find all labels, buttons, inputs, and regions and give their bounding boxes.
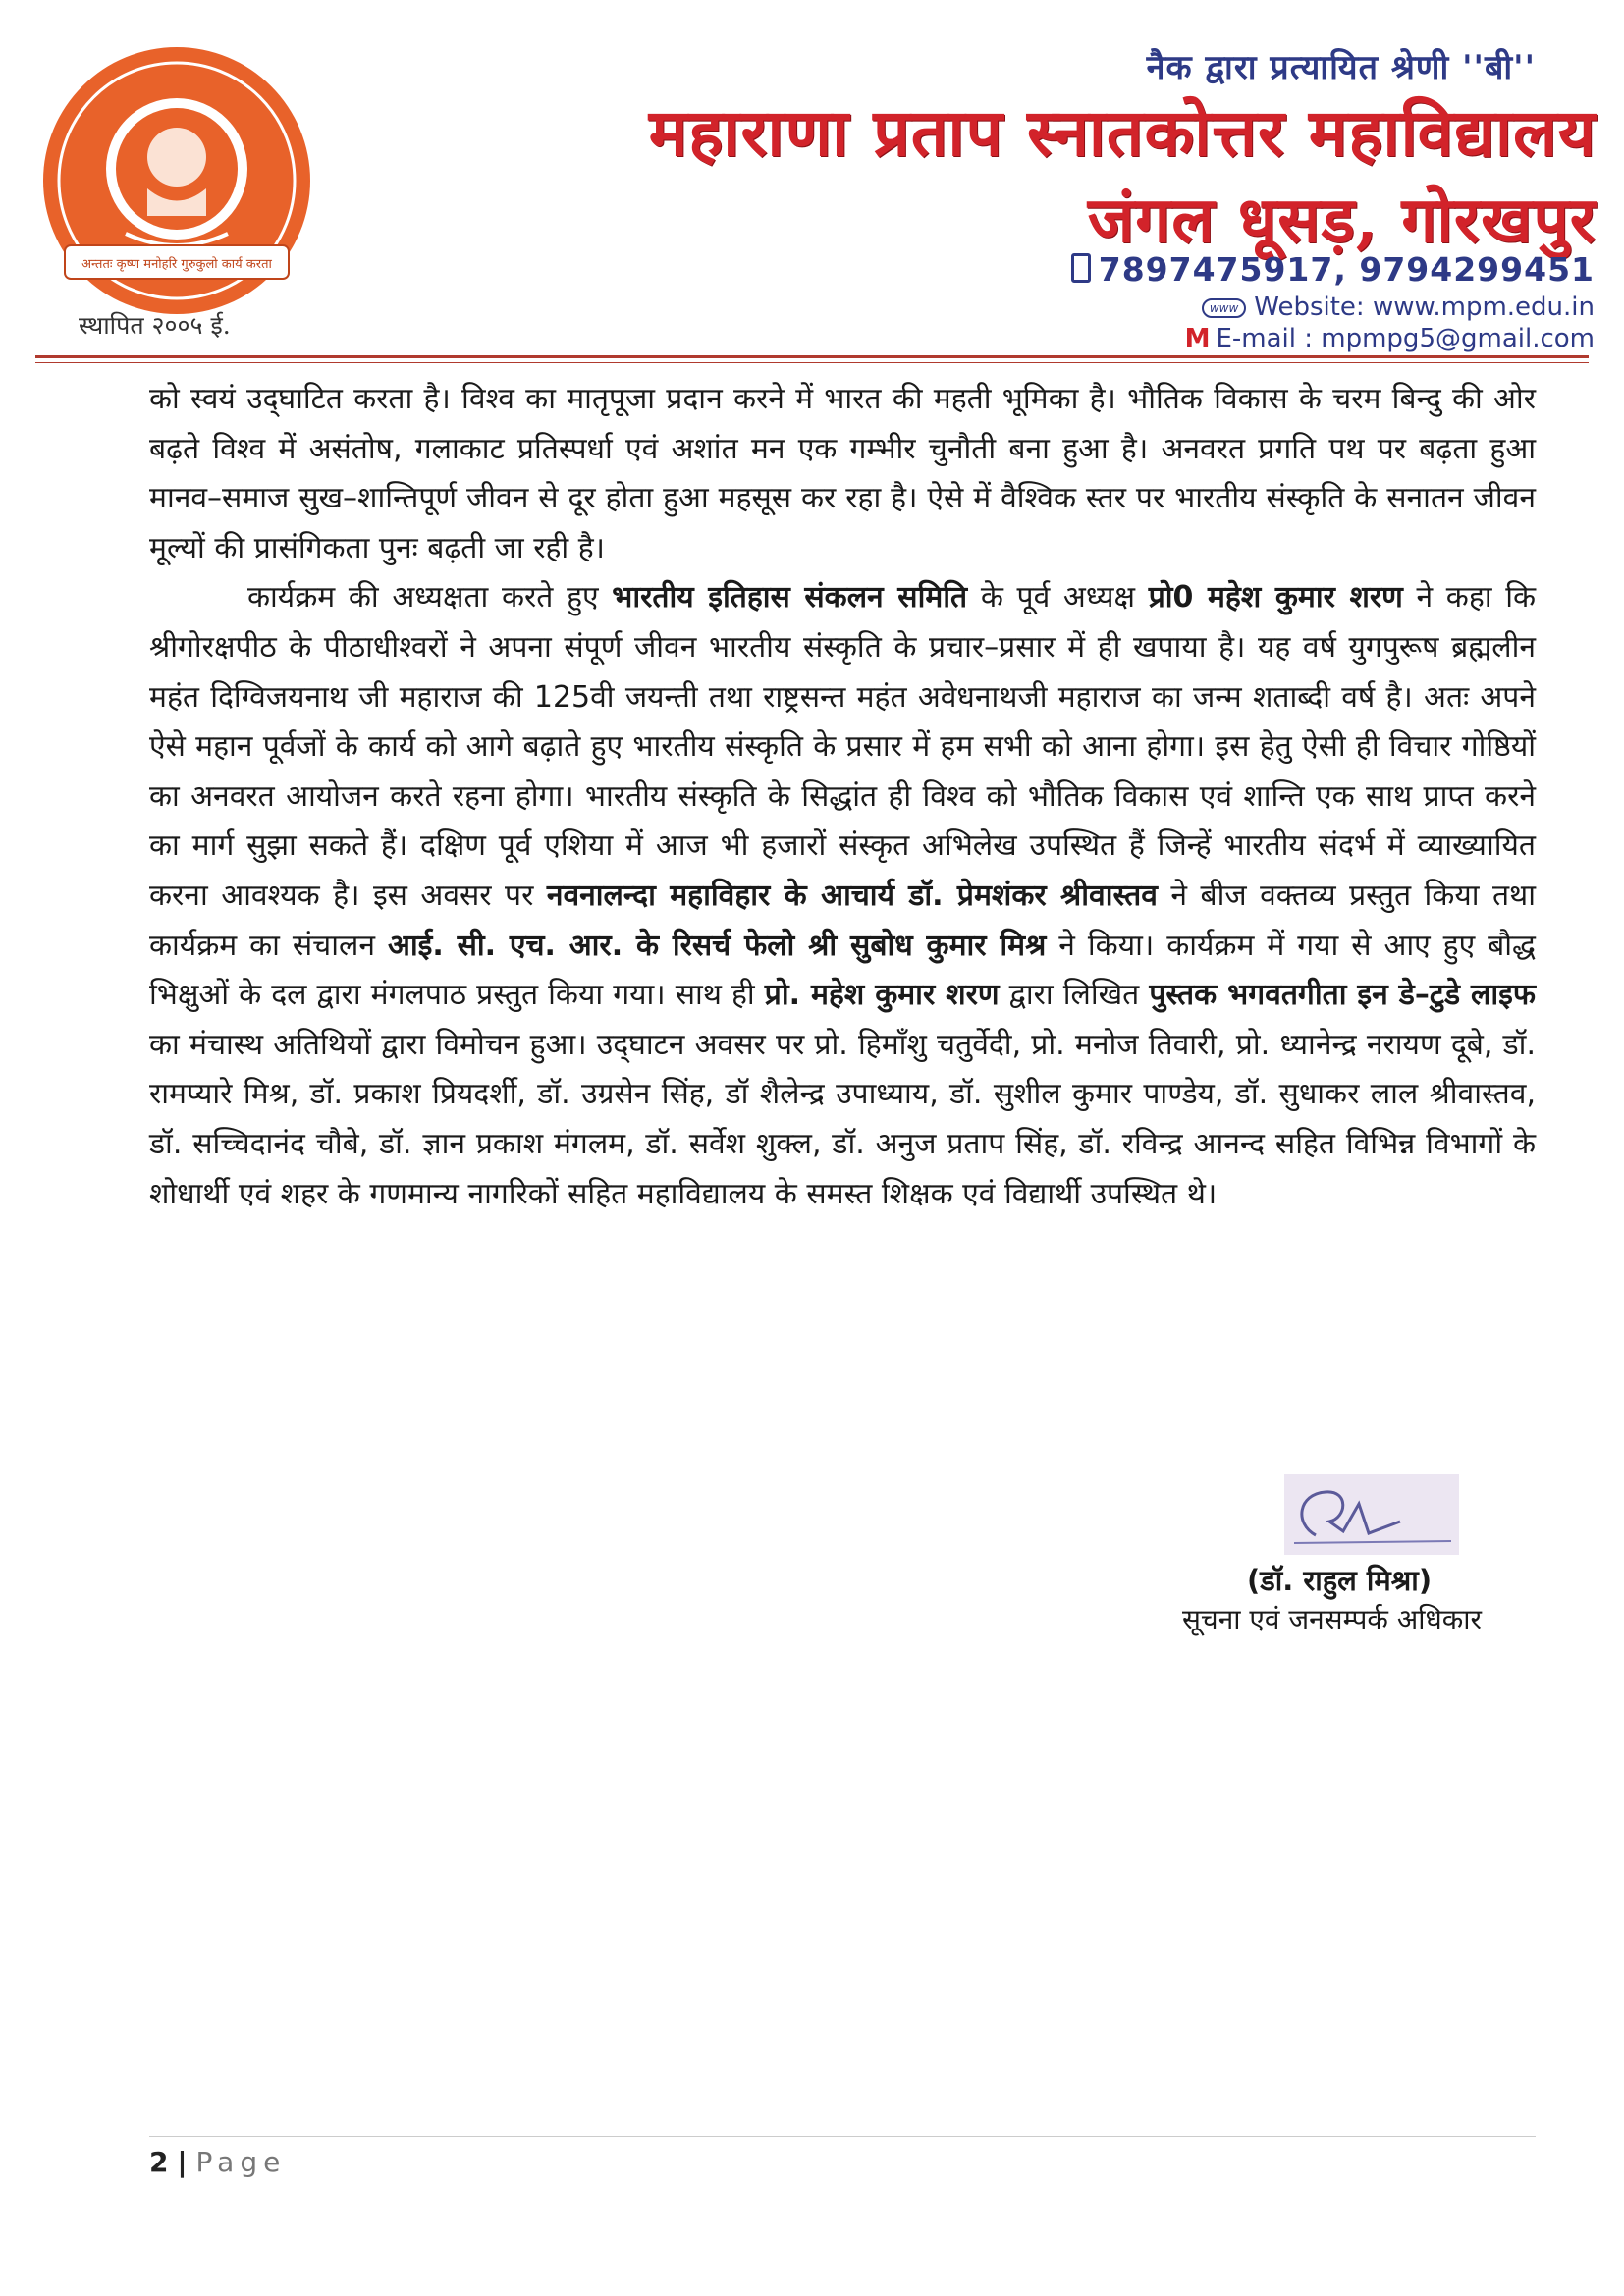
bold-phrase: प्रो. महेश कुमार शरण — [764, 978, 1000, 1013]
document-body — [149, 375, 1536, 1219]
established-year: स्थापित २००५ ई. — [79, 311, 231, 340]
paragraph-2: कार्यक्रम की अध्यक्षता करते हुए भारतीय इतिहास संकलन समिति के पूर्व अध्यक्ष प्रो0 महेश कुमार शरण ने कहा कि श्रीगोरक्षपीठ के पीठाधीश्वरों ने अपना संपूर्ण जीवन भारतीय संस्कृति के प्रचार–प्रसार में ही खपाया है। यह वर्ष युगपुरूष ब्रह्मलीन महंत दिग्विजयनाथ जी महाराज की 125वी जयन्ती तथा राष्ट्रसन्त महंत अवेधनाथजी महाराज का जन्म शताब्दी वर्ष है। अतः अपने ऐसे महान पूर्वजों के कार्य को आगे बढ़ाते हुए भारतीय संस्कृति के प्रसार में हम सभी को आना होगा। इस हेतु ऐसी ही विचार गोष्ठियों का अनवरत आयोजन करते रहना होगा। भारतीय संस्कृति के सिद्धांत ही विश्व को भौतिक विकास एवं शान्ति एक साथ प्राप्त करने का मार्ग सुझा सकते हैं। दक्षिण पूर्व एशिया में आज भी हजारों संस्कृत अभिलेख उपस्थित हैं जिन्हें भारतीय संदर्भ में व्याख्यायित करना आवश्यक है। इस अवसर पर नवनालन्दा महाविहार के आचार्य डॉ. प्रेमशंकर श्रीवास्तव ने बीज वक्तव्य प्रस्तुत किया तथा कार्यक्रम का संचालन आई. सी. एच. आर. के रिसर्च फेलो श्री सुबोध कुमार मिश्र ने किया। कार्यक्रम में गया से आए हुए बौद्ध भिक्षुओं के दल द्वारा मंगलपाठ प्रस्तुत किया गया। साथ ही प्रो. महेश कुमार शरण द्वारा लिखित पुस्तक भगवतगीता इन डे–टुडे लाइफ का मंचास्थ अतिथियों द्वारा विमोचन हुआ। उद्‌घाटन अवसर पर प्रो. हिमाँशु चतुर्वेदी, प्रो. मनोज तिवारी, प्रो. ध्यानेन्द्र नरायण दूबे, डॉ. रामप्यारे मिश्र, डॉ. प्रकाश प्रियदर्शी, डॉ. उग्रसेन सिंह, डॉ शैलेन्द्र उपाध्याय, डॉ. सुशील कुमार पाण्डेय, डॉ. सुधाकर लाल श्रीवास्तव, डॉ. सच्चिदानंद चौबे, डॉ. ज्ञान प्रकाश मंगलम, डॉ. सर्वेश शुक्ल, डॉ. अनुज प्रताप सिंह, डॉ. रविन्द्र आनन्द सहित विभिन्न विभागों के शोधार्थी एवं शहर के गणमान्य नागरिकों सहित महाविद्यालय के समस्त शिक्षक एवं विद्यार्थी उपस्थित थे। — [149, 580, 1537, 1211]
paragraph-1: को स्वयं उद्‌घाटित करता है। विश्व का मातृपूजा प्रदान करने में भारत की महती भूमिका है। भौतिक विकास के चरम बिन्दु की ओर बढ़ते विश्व में असंतोष, गलाकाट प्रतिस्पर्धा एवं अशांत मन एक गम्भीर चुनौती बना हुआ है। अनवरत प्रगति पथ पर बढ़ता हुआ मानव–समाज सुख–शान्तिपूर्ण जीवन से दूर होता हुआ महसूस कर रहा है। ऐसे में वैश्विक स्तर पर भारतीय संस्कृति के सनातन जीवन मूल्यों की प्रासंगिकता पुनः बढ़ती जा रही है। — [149, 382, 1536, 565]
page-label: Page — [195, 2146, 287, 2178]
letterhead-divider — [35, 355, 1589, 358]
bold-phrase: प्रो0 महेश कुमार शरण — [1148, 580, 1403, 615]
seal-text: अन्ततः कृष्ण मनोहरि गुरुकुलो कार्य करता — [81, 257, 272, 272]
www-icon: www — [1202, 298, 1246, 318]
contact-email — [1185, 324, 1595, 353]
handwritten-signature — [1284, 1474, 1459, 1555]
phone-numbers: 7897475917, 9794299451 — [1098, 250, 1595, 289]
footer-divider — [149, 2136, 1536, 2137]
college-place: जंगल धूसड़, गोरखपुर — [1087, 184, 1597, 257]
signatory-designation: सूचना एवं जनसम्पर्क अधिकार — [1182, 1603, 1482, 1635]
email-text: E-mail : mpmpg5@gmail.com — [1216, 324, 1595, 353]
page-footer — [149, 2146, 286, 2178]
bold-phrase: पुस्तक भगवतगीता इन डे–टुडे लाइफ — [1149, 978, 1536, 1013]
contact-website — [1202, 293, 1595, 322]
letterhead-divider-thin — [35, 362, 1589, 363]
mobile-phone-icon — [1071, 253, 1091, 283]
bold-phrase: आई. सी. एच. आर. के रिसर्च फेलो श्री सुबोध कुमार मिश्र — [387, 928, 1047, 963]
college-seal-logo — [37, 41, 316, 320]
bold-phrase: नवनालन्दा महाविहार के आचार्य डॉ. प्रेमशंकर श्रीवास्तव — [546, 878, 1158, 913]
signatory-name: (डॉ. राहुल मिश्रा) — [1247, 1564, 1433, 1597]
website-text: Website: www.mpm.edu.in — [1254, 293, 1595, 322]
college-name: महाराणा प्रताप स्नातकोत्तर महाविद्यालय — [648, 94, 1597, 171]
accreditation-line: नैक द्वारा प्रत्यायित श्रेणी ''बी'' — [1146, 48, 1536, 87]
page-separator: | — [177, 2146, 188, 2178]
page-number: 2 — [149, 2146, 169, 2178]
contact-phone — [1071, 250, 1595, 289]
bold-phrase: भारतीय इतिहास संकलन समिति — [612, 580, 968, 615]
mail-icon: M — [1184, 324, 1211, 353]
